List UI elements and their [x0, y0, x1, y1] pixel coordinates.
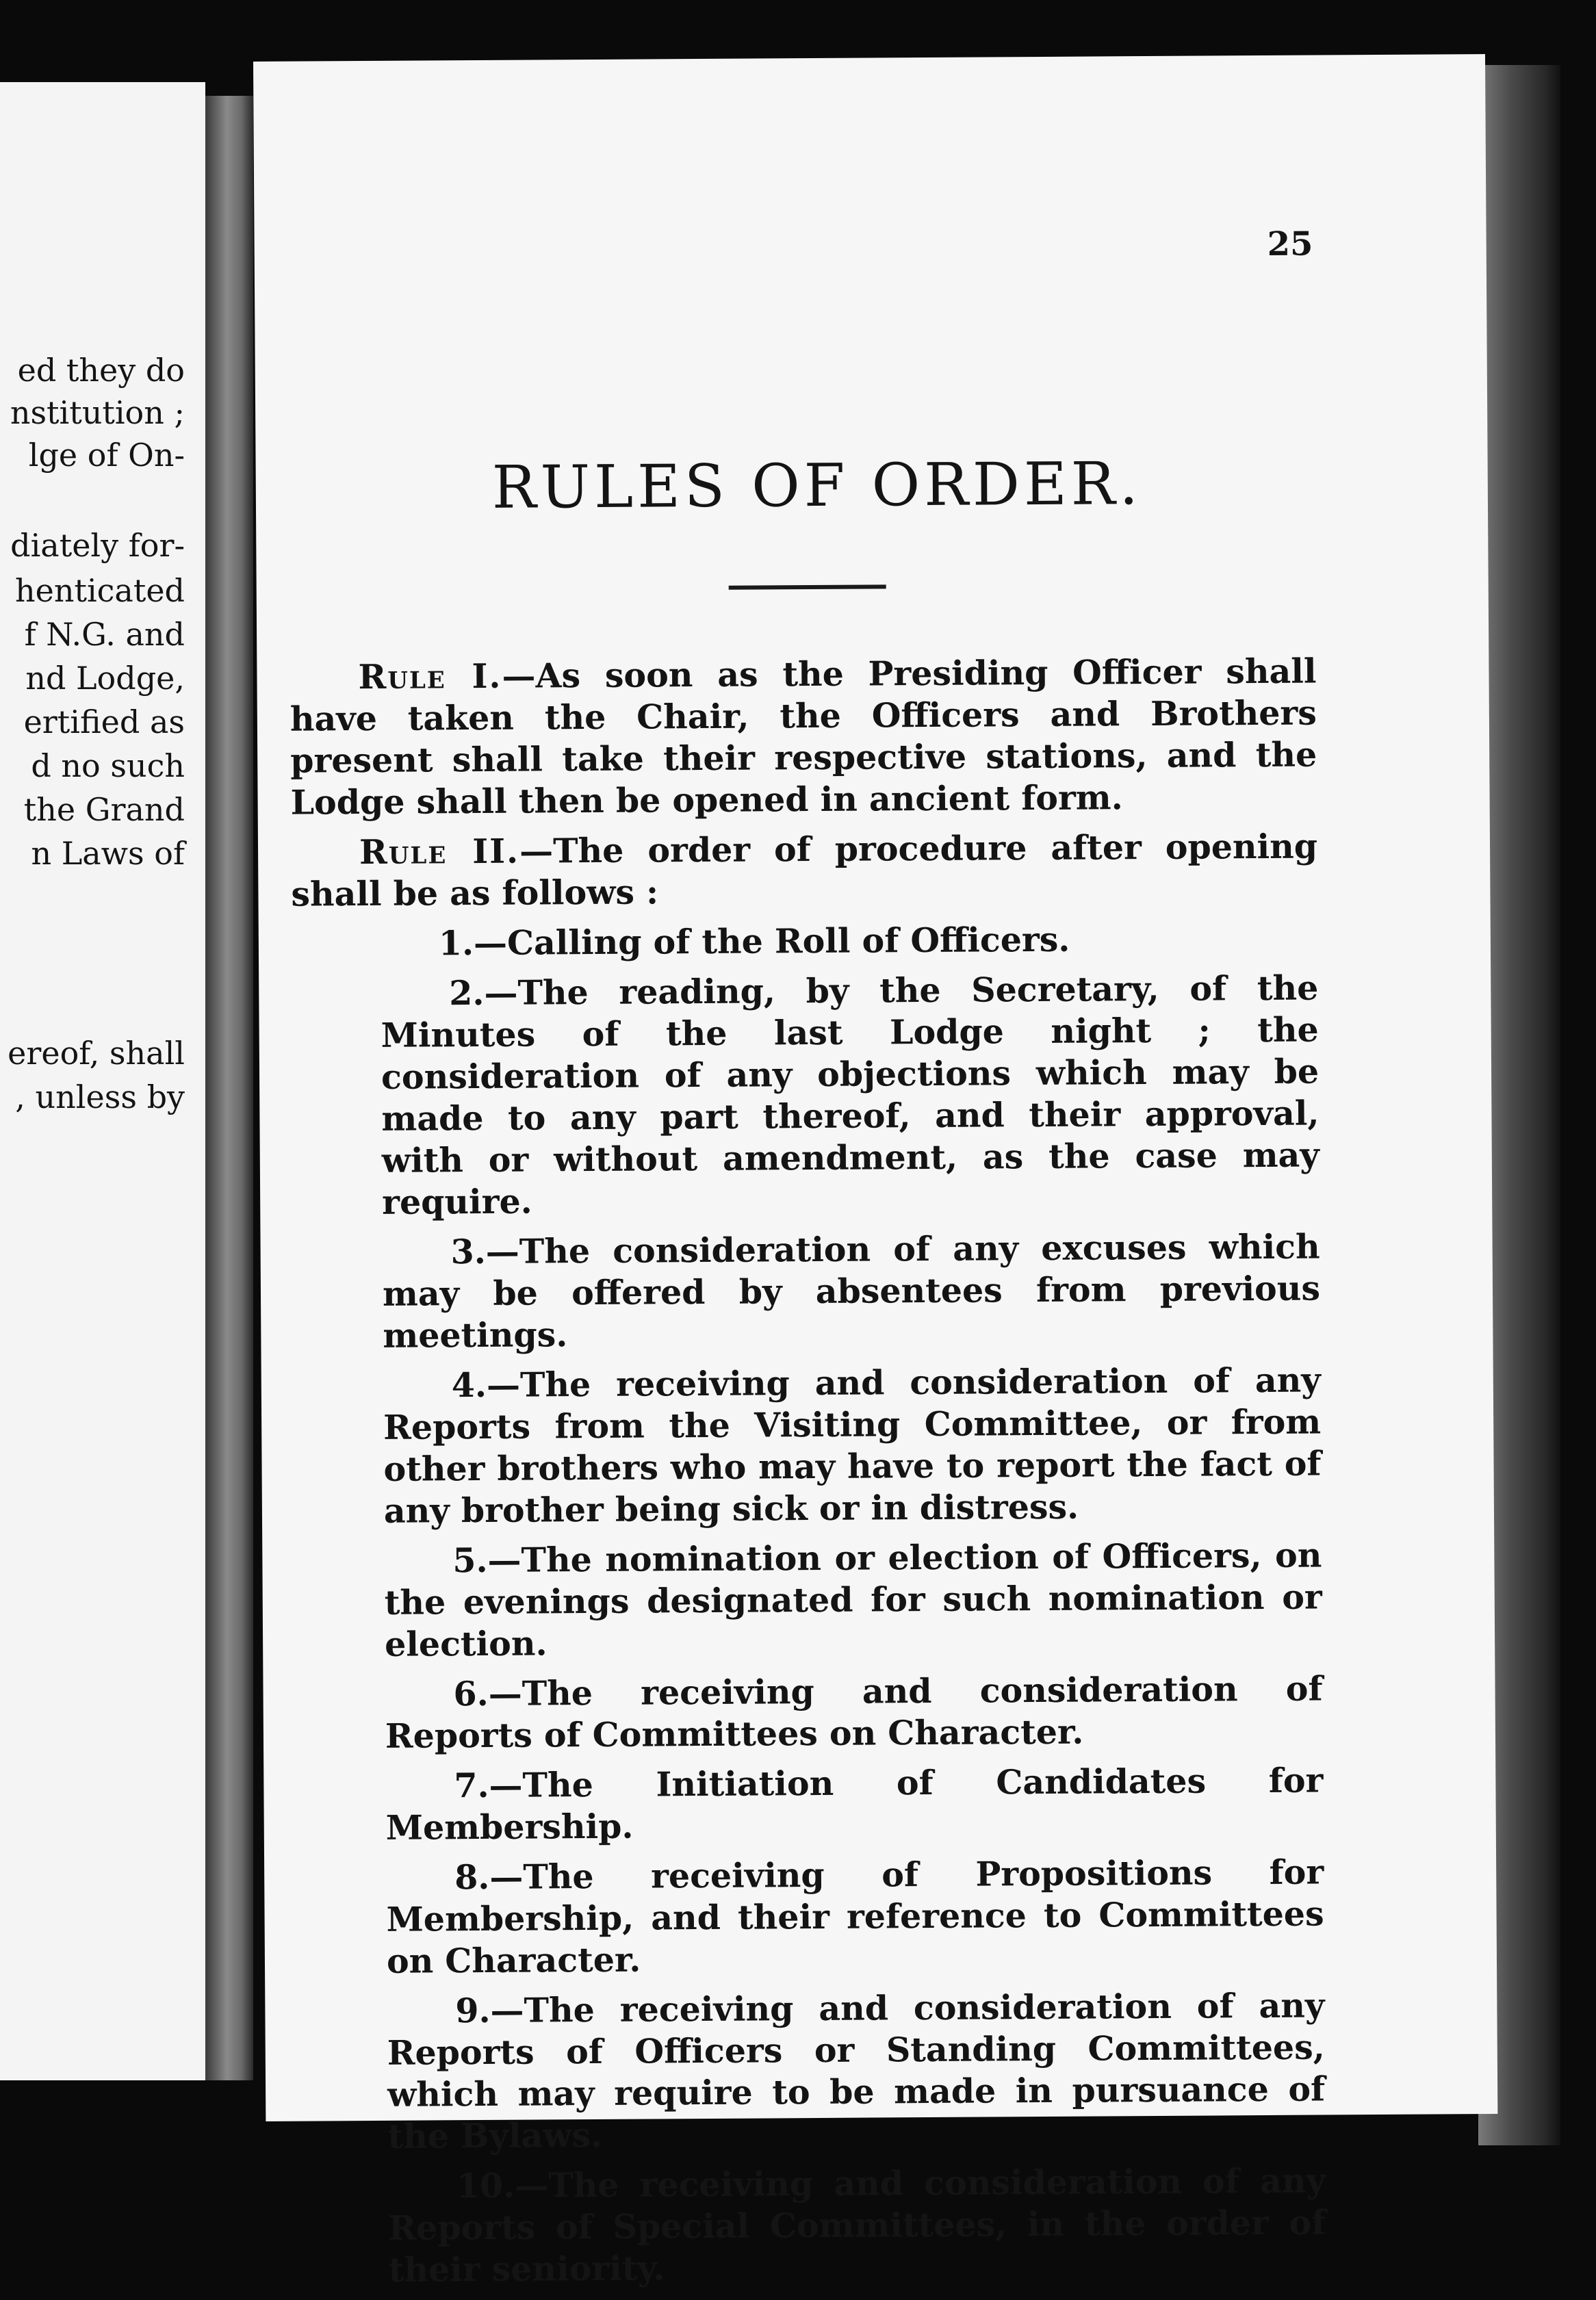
- rule-paragraph: [291, 826, 1318, 916]
- list-item: 5.—The nomination or election of Officers, on the evenings designated for such nomination or election.: [384, 1535, 1322, 1664]
- title-divider: [729, 584, 886, 589]
- left-line: lge of On-: [28, 437, 185, 474]
- left-line: diately for-: [10, 527, 185, 564]
- list-item: 7.—The Initiation of Candidates for Membership.: [385, 1760, 1324, 1848]
- list-item: 8.—The receiving of Propositions for Membership, and their reference to Committees on Character.: [386, 1852, 1324, 1981]
- right-page: [253, 54, 1497, 2290]
- list-item: 2.—The reading, by the Secretary, of the Minutes of the last Lodge night ; the consideration of any objections which may be made to any part thereof, and their approval, with or without amendment, as the case may require.: [381, 968, 1320, 1222]
- rule-text: —The order of procedure after opening shall be as follows :: [291, 826, 1318, 914]
- list-item: 3.—The consideration of any excuses which may be offered by absentees from previous meetings.: [382, 1226, 1321, 1356]
- list-item: 1.—Calling of the Roll of Officers.: [438, 919, 1070, 964]
- list-item: 10.—The receiving and consideration of any Reports of Special Committees, in the order of their seniority.: [388, 2160, 1326, 2290]
- rule-text: —As soon as the Presiding Officer shall have taken the Chair, the Officers and Brothers present shall take their respective stations, and the Lodge shall then be opened in ancient form.: [289, 651, 1317, 823]
- left-line: the Grand: [23, 791, 185, 828]
- left-line: henticated: [14, 572, 185, 609]
- left-line: nstitution ;: [10, 394, 185, 431]
- left-line: ereof, shall: [8, 1035, 185, 1072]
- rule-paragraph: [289, 651, 1317, 824]
- page-title: RULES OF ORDER.: [491, 450, 1143, 522]
- list-item: 4.—The receiving and consideration of any Reports from the Visiting Committee, or from other brothers who may have to report the fact of any brother being sick or in distress.: [383, 1360, 1322, 1531]
- left-line: d no such: [31, 747, 185, 784]
- list-item: 9.—The receiving and consideration of any Reports of Officers or Standing Committees, which may require to be made in pursuance of the Bylaws.: [387, 1985, 1326, 2156]
- rules-body: [289, 651, 1326, 2300]
- left-line: n Laws of: [31, 835, 185, 872]
- rule-label: Rule I.: [358, 656, 502, 697]
- left-line: f N.G. and: [24, 616, 185, 653]
- left-line: , unless by: [15, 1078, 185, 1115]
- book-gutter: [205, 96, 253, 2080]
- list-item: 6.—The receiving and consideration of Reports of Committees on Character.: [385, 1668, 1323, 1756]
- left-line: ed they do: [17, 352, 185, 389]
- left-page: [0, 82, 205, 2080]
- left-line: ertified as: [23, 703, 185, 740]
- left-line: nd Lodge,: [25, 660, 185, 697]
- page-number: 25: [1267, 224, 1313, 263]
- rule-label: Rule II.: [359, 831, 520, 873]
